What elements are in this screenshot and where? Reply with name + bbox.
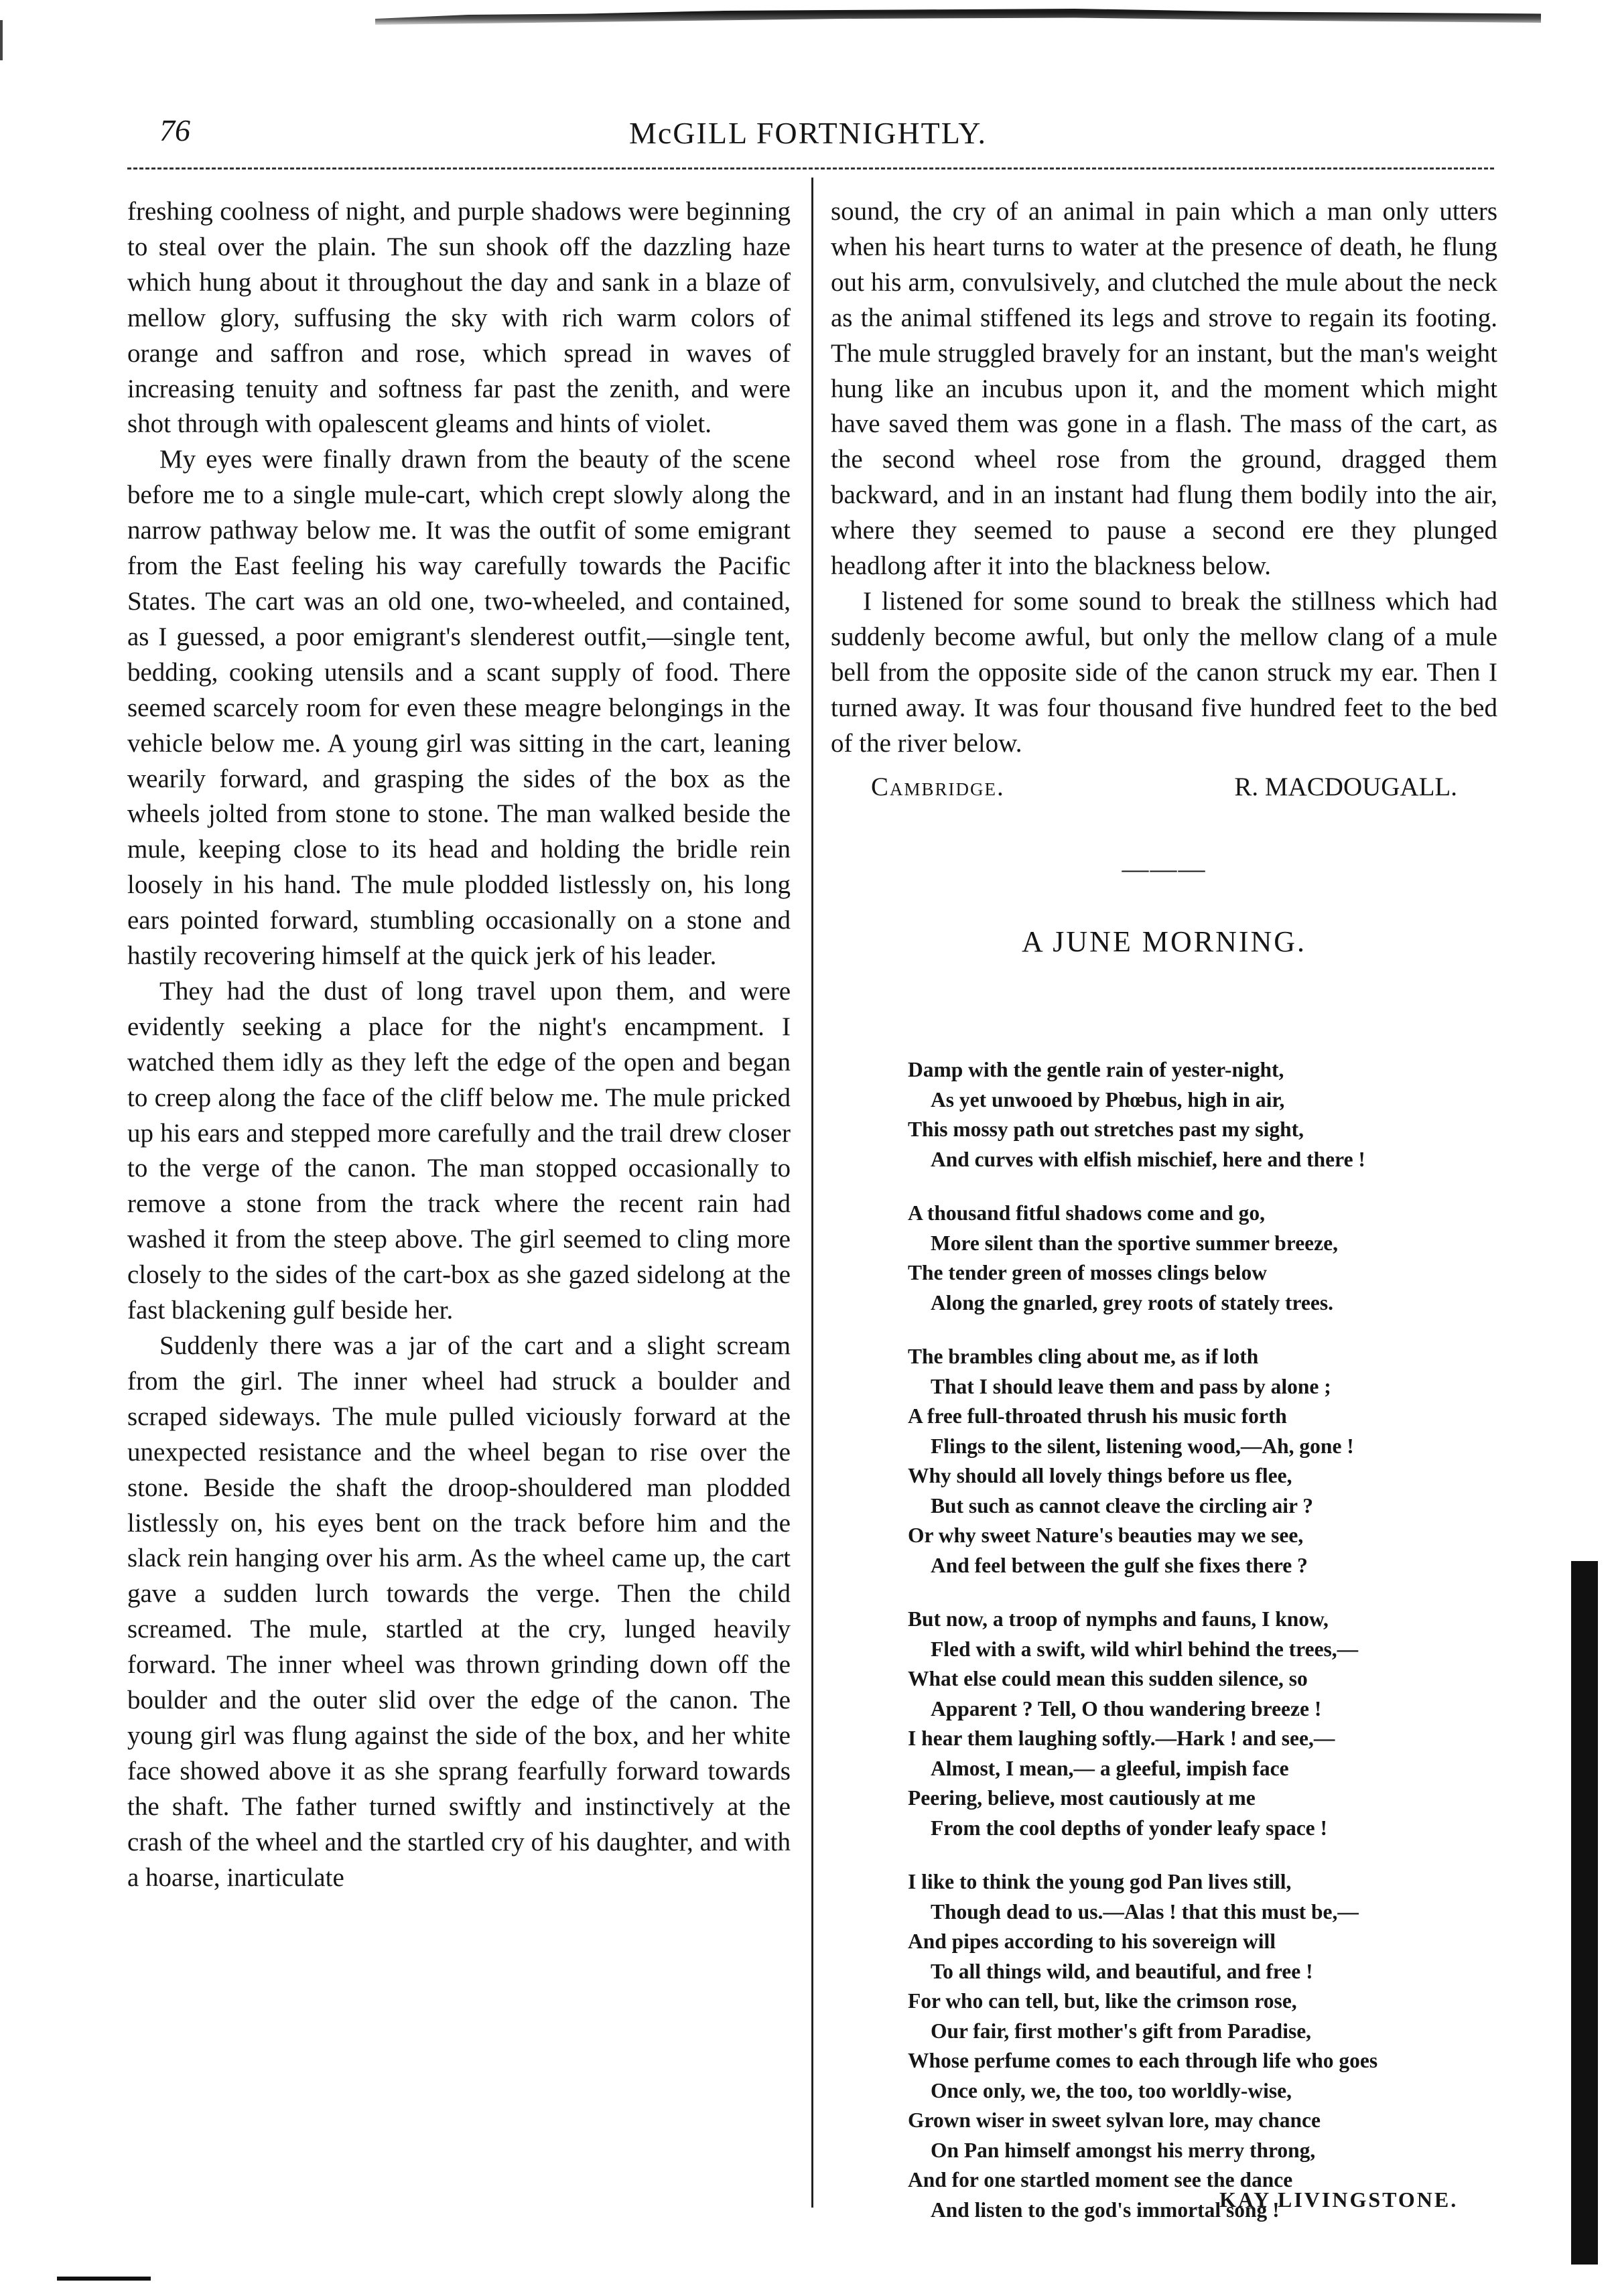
poem-line: On Pan himself amongst his merry throng, (931, 2138, 1316, 2162)
poem-stanza (908, 1867, 1477, 2225)
poem-line: And feel between the gulf she fixes there ? (931, 1553, 1308, 1577)
poem-line: That I should leave them and pass by alone ; (931, 1374, 1331, 1398)
poem-line: The brambles cling about me, as if loth (908, 1345, 1259, 1368)
paragraph: I listened for some sound to break the stillness which had suddenly become awful, but only the mellow clang of a mule bell from the opposite side of the canon struck my ear. Then I turned away. It was four thousand five hundred feet to the bed of the river below. (831, 586, 1497, 758)
poem-stanza (908, 1342, 1477, 1580)
poem-line: What else could mean this sudden silence, so (908, 1667, 1308, 1690)
poem-line: Or why sweet Nature's beauties may we see, (908, 1524, 1304, 1547)
signature-author: R. MACDOUGALL. (1234, 772, 1457, 801)
poem-line: Damp with the gentle rain of yester-night, (908, 1058, 1284, 1081)
poem-line: Whose perfume comes to each through life who goes (908, 2049, 1378, 2072)
right-column (831, 194, 1497, 960)
story-signature (831, 770, 1497, 805)
scan-top-edge (375, 7, 1541, 27)
poem-stanza (908, 1199, 1477, 1318)
poem-line: But now, a troop of nymphs and fauns, I know, (908, 1607, 1329, 1631)
paragraph: My eyes were finally drawn from the beauty of the scene before me to a single mule-cart, which crept slowly along the narrow pathway below me. It was the outfit of some emigrant from the East feeling his way carefully towards the Pacific States. The cart was an old one, two-wheeled, and contained, as I guessed, a poor emigrant's slenderest outfit,—single tent, bedding, cooking utensils and a scant supply of food. There seemed scarcely room for even these meagre belongings in the vehicle below me. A young girl was sitting in the cart, leaning wearily forward, and grasping the sides of the box as the wheels jolted from stone to stone. The man walked beside the mule, keeping close to its head and holding the bridle rein loosely in his hand. The mule plodded listlessly on, his long ears pointed forward, stumbling occasionally on a stone and hastily recovering himself at the quick jerk of his leader. (127, 445, 791, 971)
poem-line: Almost, I mean,— a gleeful, impish face (931, 1756, 1289, 1780)
poem-line: Along the gnarled, grey roots of stately trees. (931, 1290, 1334, 1314)
bottom-rule (57, 2277, 151, 2281)
poem-line: I hear them laughing softly.—Hark ! and see,— (908, 1727, 1335, 1750)
poem-line: Fled with a swift, wild whirl behind the trees,— (931, 1637, 1359, 1661)
poem-line: Once only, we, the too, too worldly-wise, (931, 2078, 1292, 2102)
journal-title: McGILL FORTNIGHTLY. (628, 116, 988, 150)
poem-line: For who can tell, but, like the crimson rose, (908, 1989, 1297, 2013)
poem-line: As yet unwooed by Phœbus, high in air, (931, 1087, 1285, 1111)
paragraph: Suddenly there was a jar of the cart and a slight scream from the girl. The inner wheel had struck a boulder and scraped sideways. The mule pulled viciously forward at the unexpected resistance and the wheel began to rise over the stone. Beside the shaft the droop-shouldered man plodded listlessly on, his eyes bent on the track before him and the slack rein hanging over his arm. As the wheel came up, the cart gave a sudden lurch towards the verge. Then the child screamed. The mule, startled at the cry, lunged heavily forward. The inner wheel was thrown grinding down off the boulder and the outer slid over the edge of the canon. The young girl was flung against the side of the box, and her white face showed above it as she sprang fearfully forward towards the shaft. The father turned swiftly and instinctively at the crash of the wheel and the startled cry of his daughter, and with a hoarse, inarticulate (127, 1331, 791, 1892)
poem-author: KAY LIVINGSTONE. (1219, 2187, 1459, 2212)
poem-line: Apparent ? Tell, O thou wandering breeze ! (931, 1696, 1322, 1720)
left-column (127, 194, 791, 1896)
poem-line: More silent than the sportive summer breeze, (931, 1231, 1339, 1255)
header-rule (127, 167, 1494, 170)
poem-line: And listen to the god's immortal song ! (931, 2198, 1280, 2222)
poem-line: A free full-throated thrush his music forth (908, 1404, 1287, 1428)
poem-line: Though dead to us.—Alas ! that this must be,— (931, 1899, 1359, 1923)
poem-line: A thousand fitful shadows come and go, (908, 1201, 1265, 1225)
poem-title: A JUNE MORNING. (1021, 925, 1307, 959)
poem-line: The tender green of mosses clings below (908, 1261, 1268, 1284)
poem-line: Peering, believe, most cautiously at me (908, 1786, 1256, 1810)
poem-body (908, 1055, 1477, 2249)
poem-line: This mossy path out stretches past my sight, (908, 1118, 1304, 1141)
poem-line: But such as cannot cleave the circling air ? (931, 1493, 1314, 1517)
poem-line: Grown wiser in sweet sylvan lore, may chance (908, 2108, 1321, 2132)
scan-left-edge-mark (0, 20, 3, 60)
poem-line: To all things wild, and beautiful, and free ! (931, 1959, 1313, 1983)
paragraph: They had the dust of long travel upon them, and were evidently seeking a place for the night's encampment. I watched them idly as they left the edge of the open and began to creep along the face of the cliff below me. The mule pricked up his ears and stepped more carefully and the trail drew closer to the verge of the canon. The man stopped occasionally to remove a stone from the track where the recent rain had washed it from the steep above. The girl seemed to cling more closely to the sides of the cart-box as she gazed sidelong at the fast blackening gulf beside her. (127, 976, 791, 1325)
signature-place: Cambridge. (871, 772, 1005, 801)
column-divider (811, 178, 813, 2208)
paragraph: sound, the cry of an animal in pain which a man only utters when his heart turns to water at the presence of death, he flung out his arm, convulsively, and clutched the mule about the neck as the animal stiffened its legs and strove to regain its footing. The mule struggled bravely for an instant, but the man's weight hung like an incubus upon it, and the moment which might have saved them was gone in a flash. The mass of the cart, as the second wheel rose from the ground, dragged them backward, and in an instant had flung them bodily into the air, where they seemed to pause a second ere they plunged headlong after it into the blackness below. (831, 197, 1497, 581)
poem-line: Our fair, first mother's gift from Paradise, (931, 2019, 1312, 2043)
poem-line: And for one startled moment see the dance (908, 2168, 1293, 2191)
paragraph: freshing coolness of night, and purple shadows were beginning to steal over the plain. The sun shook off the dazzling haze which hung about it throughout the day and sank in a blaze of mellow glory, suffusing the sky with rich warm colors of orange and saffron and rose, which spread in waves of increasing tenuity and softness far past the zenith, and were shot through with opalescent gleams and hints of violet. (127, 197, 791, 439)
poem-line: And pipes according to his sovereign will (908, 1930, 1276, 1953)
poem-stanza (908, 1055, 1477, 1174)
poem-line: I like to think the young god Pan lives still, (908, 1870, 1292, 1893)
poem-line: From the cool depths of yonder leafy space ! (931, 1816, 1328, 1840)
poem-stanza (908, 1605, 1477, 1843)
poem-line: And curves with elfish mischief, here and there ! (931, 1147, 1365, 1171)
scan-right-edge-bar (1571, 1561, 1598, 2265)
section-separator: ——— (1122, 854, 1207, 884)
poem-line: Flings to the silent, listening wood,—Ah, gone ! (931, 1434, 1354, 1458)
page-number: 76 (159, 113, 190, 147)
poem-line: Why should all lovely things before us flee, (908, 1464, 1292, 1487)
